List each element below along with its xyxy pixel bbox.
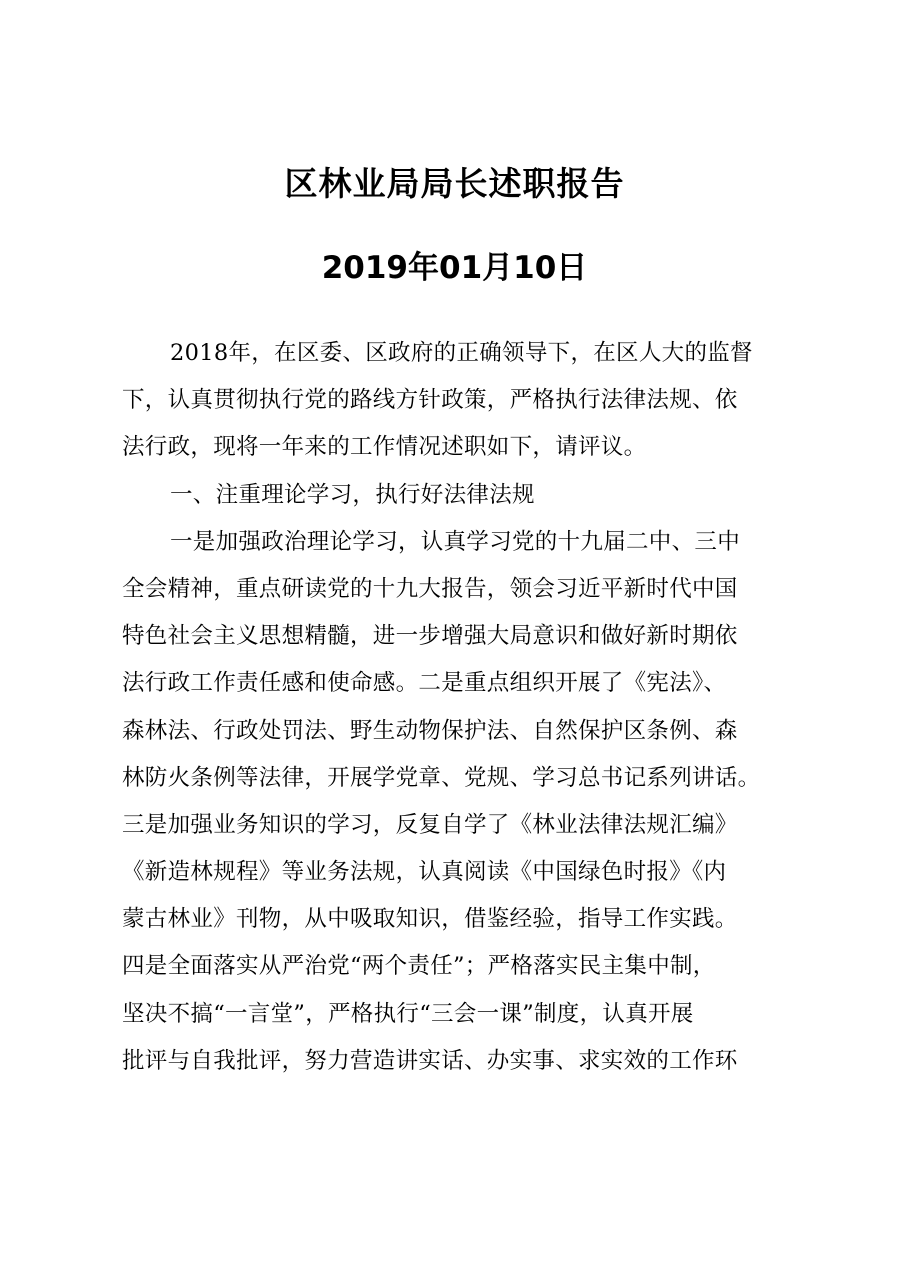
body-line: 森林法、行政处罚法、野生动物保护法、自然保护区条例、森 xyxy=(122,717,738,744)
body-line: 2018年，在区委、区政府的正确领导下，在区人大的监督 xyxy=(170,340,753,366)
body-line: 法行政工作责任感和使命感。二是重点组织开展了《宪法》、 xyxy=(122,670,727,697)
body-line: 一是加强政治理论学习，认真学习党的十九届二中、三中 xyxy=(170,528,741,555)
body-line: 《新造林规程》等业务法规，认真阅读《中国绿色时报》《内 xyxy=(122,859,727,886)
body-line: 蒙古林业》刊物，从中吸取知识，借鉴经验，指导工作实践。 xyxy=(122,906,738,933)
document-body xyxy=(122,330,792,1085)
body-line: 批评与自我批评，努力营造讲实话、办实事、求实效的工作环 xyxy=(122,1047,738,1074)
body-line: 特色社会主义思想精髓，进一步增强大局意识和做好新时期依 xyxy=(122,623,738,650)
body-line: 全会精神，重点研读党的十九大报告，领会习近平新时代中国 xyxy=(122,575,738,602)
body-line: 林防火条例等法律，开展学党章、党规、学习总书记系列讲话。 xyxy=(122,764,761,791)
document-date: 2019年01月10日 xyxy=(321,250,588,286)
body-line: 三是加强业务知识的学习，反复自学了《林业法律法规汇编》 xyxy=(122,811,738,838)
body-line: 下，认真贯彻执行党的路线方针政策，严格执行法律法规、依 xyxy=(122,387,738,414)
document-title: 区林业局局长述职报告 xyxy=(284,164,625,203)
body-line: 四是全面落实从严治党“两个责任”；严格落实民主集中制， xyxy=(122,953,716,980)
body-line: 法行政，现将一年来的工作情况述职如下，请评议。 xyxy=(122,434,647,461)
body-line: 坚决不搞“一言堂”，严格执行“三会一课”制度，认真开展 xyxy=(122,1000,694,1027)
section-heading: 一、注重理论学习，执行好法律法规 xyxy=(170,481,535,508)
